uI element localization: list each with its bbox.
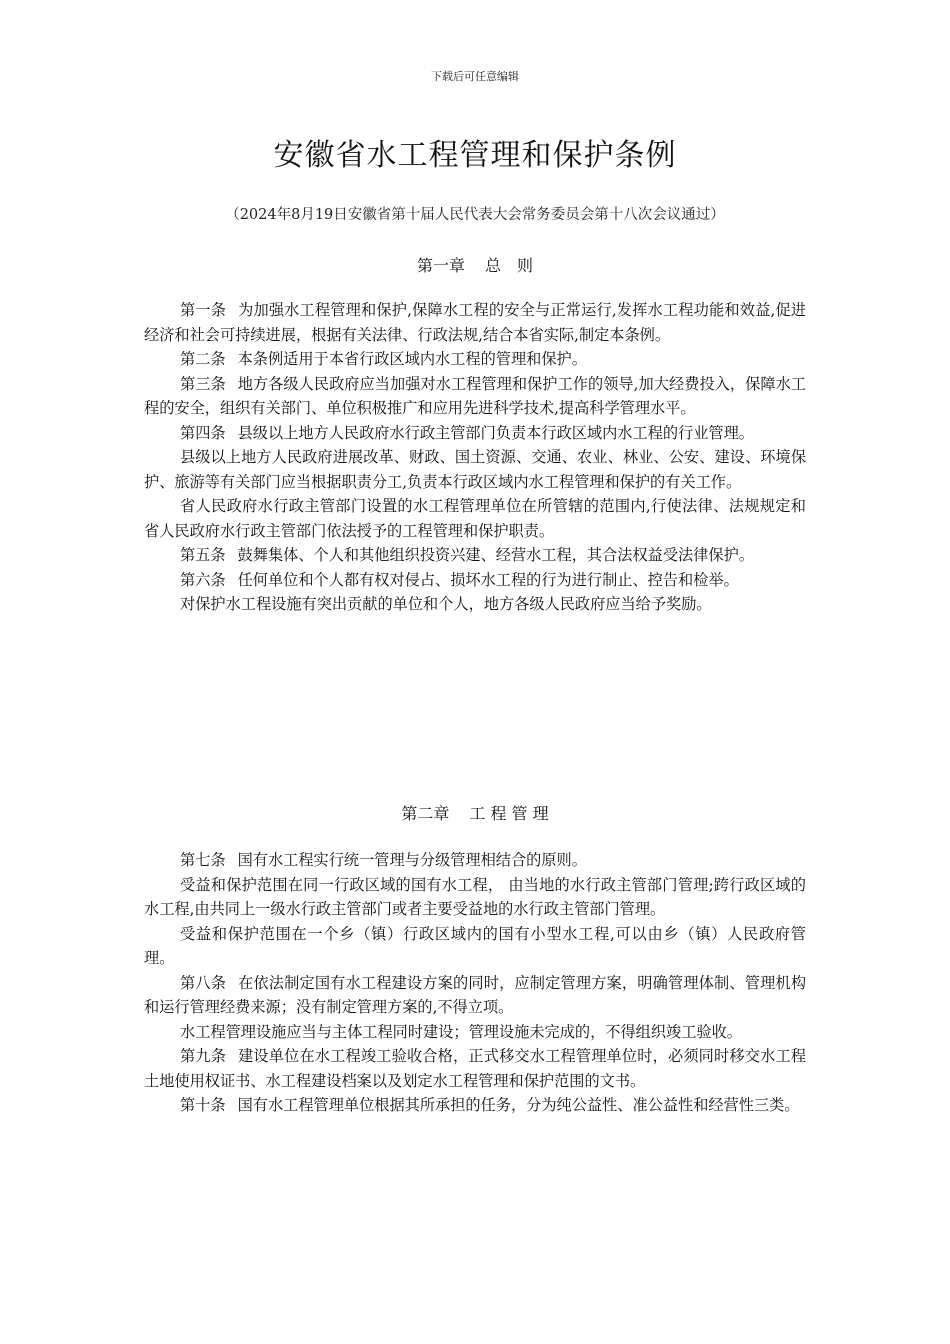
paragraph-text: 对保护水工程设施有突出贡献的单位和个人，地方各级人民政府应当给予奖励。 [180, 595, 712, 613]
article-3 [144, 372, 806, 421]
paragraph [144, 922, 806, 971]
header-note: 下载后可任意编辑 [431, 70, 519, 83]
article-number: 第五条 [180, 546, 226, 564]
chapter-name: 总 则 [485, 256, 534, 275]
paragraph-text: 水工程管理设施应当与主体工程同时建设；管理设施未完成的，不得组织竣工验收。 [180, 1022, 742, 1041]
article-number: 第四条 [180, 423, 226, 442]
article-5 [144, 543, 806, 568]
article-number: 第二条 [180, 350, 226, 368]
article-text: 鼓舞集体、个人和其他组织投资兴建、经营水工程，其合法权益受法律保护。 [237, 546, 754, 564]
article-text: 县级以上地方人民政府水行政主管部门负责本行政区域内水工程的行业管理。 [237, 423, 754, 442]
article-text: 在依法制定国有水工程建设方案的同时，应制定管理方案，明确管理体制、管理机构和运行管理经费来源；没有制定管理方案的,不得立项。 [144, 973, 806, 1016]
paragraph [144, 494, 806, 543]
article-6 [144, 568, 806, 593]
article-number: 第七条 [180, 851, 226, 869]
article-7 [144, 848, 806, 873]
article-text: 任何单位和个人都有权对侵占、损坏水工程的行为进行制止、控告和检举。 [237, 570, 739, 589]
chapter-body-1 [144, 298, 806, 617]
paragraph [144, 445, 806, 494]
article-4 [144, 421, 806, 446]
document-title: 安徽省水工程管理和保护条例 [273, 138, 677, 173]
article-number: 第十条 [180, 1096, 226, 1114]
article-number: 第一条 [180, 301, 227, 319]
chapter-name: 工 程 管 理 [469, 804, 549, 823]
article-2 [144, 347, 806, 372]
paragraph [144, 873, 806, 922]
paragraph [144, 592, 806, 617]
article-10 [144, 1093, 806, 1118]
article-text: 国有水工程实行统一管理与分级管理相结合的原则。 [237, 851, 587, 869]
article-text: 地方各级人民政府应当加强对水工程管理和保护工作的领导,加大经费投入，保障水工程的安全，组织有关部门、单位积极推广和应用先进科学技术,提高科学管理水平。 [144, 374, 807, 417]
article-1 [144, 298, 806, 347]
chapter-heading-1 [0, 253, 950, 276]
article-9 [144, 1044, 806, 1093]
article-text: 建设单位在水工程竣工验收合格，正式移交水工程管理单位时，必须同时移交水工程土地使用权证书、水工程建设档案以及划定水工程管理和保护范围的文书。 [144, 1047, 806, 1090]
paragraph-text: 受益和保护范围在同一行政区域的国有水工程， 由当地的水行政主管部门管理;跨行政区域的水工程,由共同上一级水行政主管部门或者主要受益地的水行政主管部门管理。 [144, 875, 806, 918]
article-number: 第九条 [180, 1047, 227, 1065]
chapter-label: 第二章 [401, 804, 450, 823]
paragraph-text: 省人民政府水行政主管部门设置的水工程管理单位在所管辖的范围内,行使法律、法规规定和省人民政府水行政主管部门依法授予的工程管理和保护职责。 [144, 497, 806, 540]
article-8 [144, 971, 806, 1020]
article-number: 第八条 [180, 973, 227, 992]
chapter-heading-2 [0, 801, 950, 824]
paragraph [144, 1020, 806, 1045]
article-number: 第六条 [180, 570, 226, 589]
article-text: 本条例适用于本省行政区域内水工程的管理和保护。 [237, 350, 587, 368]
paragraph-text: 受益和保护范围在一个乡（镇）行政区域内的国有小型水工程,可以由乡（镇）人民政府管理。 [144, 924, 806, 967]
chapter-body-2 [144, 848, 806, 1118]
chapter-label: 第一章 [416, 256, 465, 275]
article-text: 国有水工程管理单位根据其所承担的任务，分为纯公益性、准公益性和经营性三类。 [237, 1096, 800, 1114]
article-number: 第三条 [180, 374, 226, 393]
article-text: 为加强水工程管理和保护,保障水工程的安全与正常运行,发挥水工程功能和效益,促进经济和社会可持续进展，根据有关法律、行政法规,结合本省实际,制定本条例。 [144, 301, 807, 344]
paragraph-text: 县级以上地方人民政府进展改革、财政、国土资源、交通、农业、林业、公安、建设、环境保护、旅游等有关部门应当根据职责分工,负责本行政区域内水工程管理和保护的有关工作。 [144, 448, 806, 491]
document-subtitle: （2024年8月19日安徽省第十届人民代表大会常务委员会第十八次会议通过） [225, 207, 725, 223]
